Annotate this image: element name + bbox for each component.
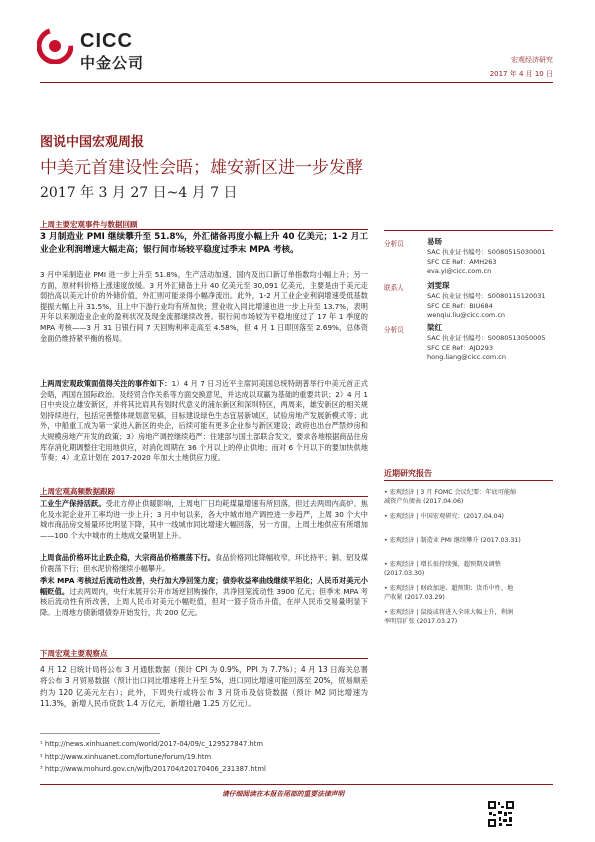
list-item[interactable]: • 宏观经济 | 鼠疫或将进入全球大幅上升，利润 率明显扩张 (2017.03.27): [384, 609, 514, 626]
footnote-rule: [40, 733, 160, 734]
brand-name-en: CICC: [80, 30, 133, 52]
section-3-paragraph: 4 月 12 日统计局将公布 3 月通胀数据（预计 CPI 为 0.9%，PPI 为 7.7%）；4 月 13 日海关总署将公布 3 月贸易数据（预计出口同比增速将上升至 5%，进口同比增速可能回落至 20%，贸易顺差约为 120 亿美元左右）；此外，下周央行或将公布 3 月货币及信贷数据（预计 M2 同比增速为 11.3%，新增人民币贷款 1.4 万亿元，新增社融 1.25 万亿元）。: [40, 665, 368, 708]
analyst-details: SAC 执业证书编号：S0080513050005 SFC CE Ref：AJD293 hong.liang@cicc.com.cn: [427, 334, 546, 362]
section-rule: [40, 229, 368, 230]
analyst-details: SAC 执业证书编号：S0080515030001 SFC CE Ref：AMH263 eva.yi@cicc.com.cn: [427, 248, 546, 276]
contact-details: SAC 执业证书编号：S0080115120031 SFC CE Ref：BIU684 wenqiu.liu@cicc.com.cn: [427, 292, 546, 320]
footer-rule: [40, 784, 553, 785]
list-item[interactable]: • 宏观经济 | 中国宏观研究：(2017.04.04): [384, 513, 504, 520]
contact-name: 刘雯琛: [427, 281, 450, 290]
analyst-name: 梁红: [427, 323, 442, 332]
report-date: 2017 年 4 月 10 日: [489, 70, 553, 78]
list-item[interactable]: • 宏观经济 | 3 月 FOMC 会议纪要：年底可能缩 减资产负债表 (2017.04.06): [384, 489, 517, 506]
footnote-3[interactable]: ³ http://www.mohurd.gov.cn/wjfb/201704/t20170406_231387.html: [40, 765, 266, 773]
policy-text: 1）4 月 7 日习近平主席同美国总统特朗普举行中美元首正式会晤，两国在国际政治、及经贸合作关系等方面交换意见，并达成以双赢为基础的重要共识；2）4 月 1 日中央设立雄安新区，并将其比肩具有划时代意义的浦东新区和深圳特区，两周来，雄安新区的相关规划持续进行，包括完善整体规划意见稿，目标建设绿色生态宜居新城区，试验房地产发展新模式等；此外，中船重工成为第一家进入新区的央企，后续可能有更多企业参与新区建设；政府也出台严禁炒房和大规模房地产开发的政策；3）房地产调控继续趋严：住建部与国土部联合发文，要求各地根据商品住房库存消化期调整住宅用地供应，对消化周期在 36 个月以上的停止供地；而对 6 个月以下的要加快供地节奏；4）北京计划在 2017-2020 年加大土地供应力度。: [40, 379, 369, 463]
policy-lead: 上两周宏观政策面值得关注的事件如下：: [40, 379, 172, 388]
recent-reports-title: 近期研究报告: [384, 469, 432, 478]
liquidity-lead: 季末 MPA 考核过后流动性改善，央行加大净回笼力度；债券收益率曲线继续平坦化；人民币对美元小幅贬值。: [40, 576, 368, 596]
section-1-policy-paragraph: [40, 379, 368, 464]
price-text: 食品价格同比降幅收窄，环比持平；铜、铝及煤价震荡下行；但水泥价格继续小幅攀升。: [40, 553, 368, 573]
list-item[interactable]: • 宏观经济 | 制造业 PMI 继续攀升 (2017.03.31): [384, 537, 521, 544]
section-title-3: 下周宏观主要观察点: [40, 649, 108, 658]
section-1-paragraph: 3 月中采制造业 PMI 进一步上升至 51.8%，生产活动加速、国内及出口新订单指数均小幅上升；另一方面，原材料价格上涨速度放缓。3 月外汇储备上升 40 亿美元至 30,091 亿美元，主要是由于美元走弱抬高以美元计价的外储价值，外汇则可能录得小幅净流出。此外，1-2 月工业企业利润增速受低基数提振大幅上升 31.5%，且上中下游行业均有所加快；营业收入同比增速也进一步上升至 13.7%，表明开年以来制造业企业的盈利状况及现金流都继续改善。银行间市场较为平稳地度过了 17 年 1 季度的 MPA 考核——3 月 31 日银行间 7 天回购利率走高至 4.58%，但 4 月 1 日即回落至 2.69%，总体资金面仍维持紧平衡的格局。: [40, 270, 368, 343]
cicc-logo-icon: [37, 28, 73, 64]
section-2-paragraph-2: [40, 553, 368, 574]
section-1-lead: 3 月制造业 PMI 继续攀升至 51.8%，外汇储备再度小幅上升 40 亿美元；1-2 月工业企业利润增速大幅走高；银行间市场较平稳度过季末 MPA 考核。: [40, 232, 368, 255]
section-2-paragraph-1: [40, 499, 368, 541]
report-category: 宏观经济研究: [511, 56, 553, 64]
analyst-label: 分析员: [384, 240, 404, 248]
analyst-label: 分析员: [384, 326, 404, 334]
contact-label: 联系人: [384, 284, 404, 292]
section-rule: [40, 496, 368, 497]
analyst-rule: [384, 230, 553, 231]
page-title: 中美元首建设性会晤；雄安新区进一步发酵: [40, 158, 363, 178]
footnote-1[interactable]: ¹ http://news.xinhuanet.com/world/2017-04/09/c_129527847.htm: [40, 740, 264, 748]
list-item[interactable]: • 宏观经济 | 增长很持续强，超预期及调整 (2017.03.30): [384, 561, 501, 578]
footnote-2[interactable]: ² http://www.xinhuanet.com/fortune/forum/19.htm: [40, 753, 212, 761]
list-item[interactable]: • 宏观经济 | 财政加速、超预期；货币中性、地 产收紧 (2017.03.29): [384, 585, 514, 602]
industry-lead: 工业生产保持活跃。: [40, 499, 106, 508]
brand-name-cn: 中金公司: [80, 54, 145, 72]
qr-code-icon: [487, 800, 515, 828]
section-rule: [40, 658, 368, 659]
header-rule: [40, 82, 553, 83]
report-type: 图说中国宏观周报: [40, 135, 145, 150]
industry-text: 受北方停止供暖影响，上周电厂日均耗煤量增速有所回落，但过去两周内高炉、焦化及水泥企业开工率均进一步上升；3 月中旬以来，各大中城市地产调控进一步趋严，上周 30 个大中城市商品房交易量环比明显下降，其中一线城市同比增速大幅回落，另一方面，上周土地供应有所增加——100 个大中城市的土地成交量明显上升。: [40, 499, 368, 540]
section-title-1: 上周主要宏观事件与数据回顾: [40, 220, 138, 229]
date-range: 2017 年 3 月 27 日~4 月 7 日: [40, 185, 238, 201]
section-2-paragraph-3: [40, 576, 368, 618]
liquidity-text: 过去两周内，央行未展开公开市场逆回购操作，共净回笼流动性 3900 亿元；但季末 MPA 考核后流动性有所改善，上周人民币对美元小幅贬值，但对一篮子货币升值，在岸人民币交易量明显下降。上周地方债新增债券开始发行，共 200 亿元。: [40, 586, 368, 617]
section-title-2: 上周宏观高频数据跟踪: [40, 487, 115, 496]
analyst-name: 易旸: [427, 237, 442, 246]
legal-notice: 请仔细阅读在本报告尾部的重要法律声明: [222, 790, 345, 798]
recent-reports-list: [384, 488, 559, 632]
price-lead: 上周食品价格环比止跌企稳，大宗商品价格震荡下行。: [40, 553, 215, 562]
recent-rule: [384, 480, 553, 481]
